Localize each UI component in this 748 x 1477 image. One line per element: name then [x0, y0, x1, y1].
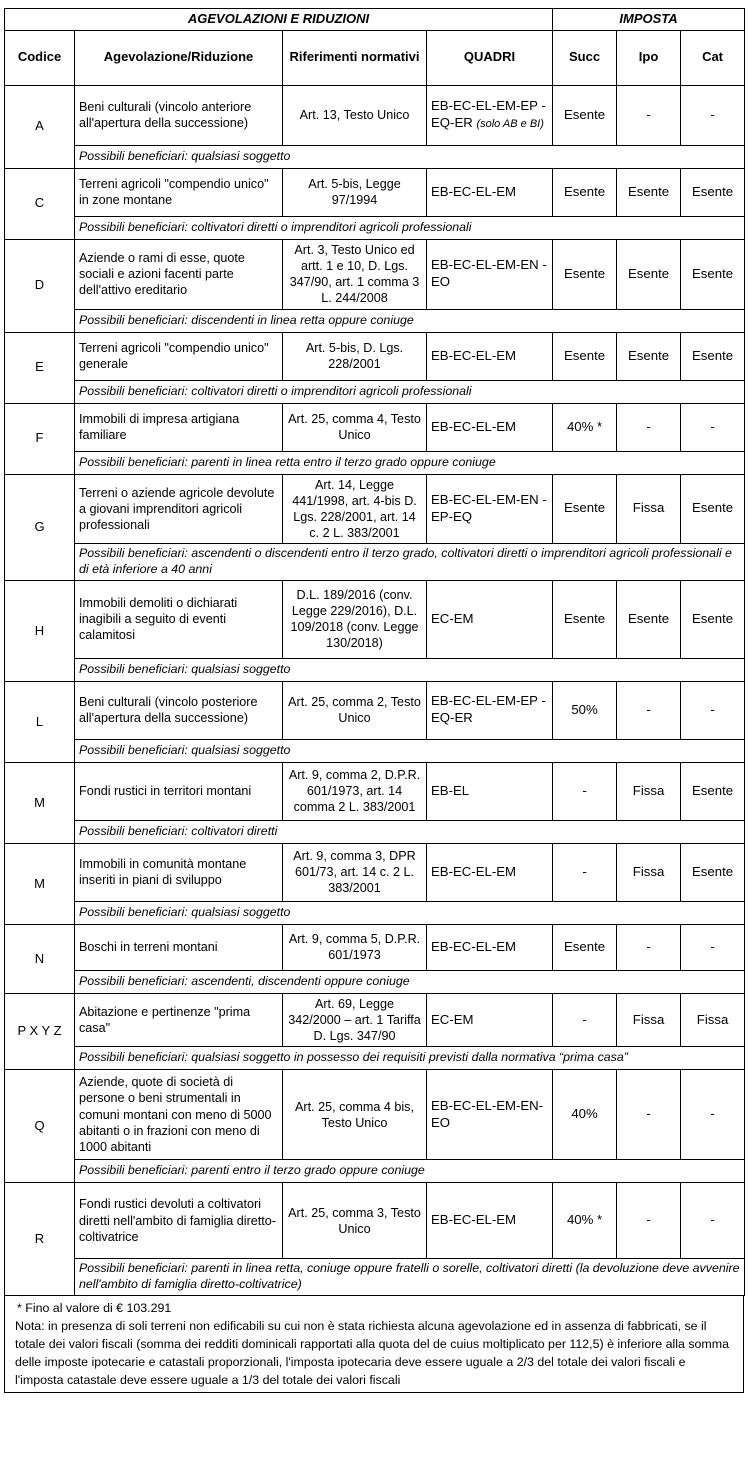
- agevolazione-cell: Aziende o rami di esse, quote sociali e azioni facenti parte dell'attivo ereditario: [75, 239, 283, 309]
- agevolazione-cell: Fondi rustici devoluti a coltivatori diretti nell'ambito di famiglia diretto-coltivatrice: [75, 1183, 283, 1259]
- succ-cell: -: [553, 843, 617, 901]
- beneficiari-cell: Possibili beneficiari: qualsiasi soggetto: [75, 901, 745, 924]
- codice-cell: P X Y Z: [5, 993, 75, 1069]
- cat-cell: Esente: [681, 762, 745, 820]
- beneficiari-row: [5, 901, 745, 924]
- table-row: [5, 332, 745, 380]
- col-header-agevolazione: Agevolazione/Riduzione: [75, 30, 283, 85]
- codice-cell: N: [5, 924, 75, 993]
- beneficiari-cell: Possibili beneficiari: coltivatori diretti o imprenditori agricoli professionali: [75, 380, 745, 403]
- agevolazione-cell: Fondi rustici in territori montani: [75, 762, 283, 820]
- beneficiari-cell: Possibili beneficiari: coltivatori diretti o imprenditori agricoli professionali: [75, 216, 745, 239]
- quadri-value: EB-EC-EL-EM-EN -EP-EQ: [431, 491, 547, 524]
- beneficiari-row: [5, 544, 745, 581]
- ipo-cell: Esente: [617, 332, 681, 380]
- ipo-cell: Esente: [617, 580, 681, 658]
- agevolazione-cell: Terreni o aziende agricole devolute a giovani imprenditori agricoli professionali: [75, 474, 283, 543]
- nota-text: Nota: in presenza di soli terreni non edificabili su cui non è stata richiesta alcuna agevolazione ed in assenza di fabbricati, se il totale dei valori fiscali (somma dei redditi dominicali rapportati alla quota del de cuius moltiplicato per 112,5) è inferiore alla somma delle imposte ipotecarie e catastali proporzionali, l'imposta ipotecaria deve essere uguale a 2/3 del totale dei valori fiscali e l'imposta catastale deve essere uguale a 1/3 del totale dei valori fiscali: [15, 1318, 729, 1387]
- agevolazione-cell: Immobili in comunità montane inseriti in piani di sviluppo: [75, 843, 283, 901]
- succ-cell: Esente: [553, 580, 617, 658]
- quadri-value: EB-EC-EL-EM: [431, 863, 516, 879]
- cat-cell: Esente: [681, 843, 745, 901]
- quadri-cell: [427, 85, 553, 145]
- agevolazioni-table: [4, 8, 745, 1296]
- riferimenti-cell: Art. 9, comma 5, D.P.R. 601/1973: [283, 924, 427, 970]
- succ-cell: Esente: [553, 168, 617, 216]
- quadri-value: EB-EC-EL-EM: [431, 418, 516, 434]
- beneficiari-cell: Possibili beneficiari: parenti in linea retta entro il terzo grado oppure coniuge: [75, 451, 745, 474]
- beneficiari-cell: Possibili beneficiari: qualsiasi soggetto: [75, 658, 745, 681]
- succ-cell: -: [553, 762, 617, 820]
- riferimenti-cell: Art. 25, comma 4, Testo Unico: [283, 403, 427, 451]
- table-row: [5, 924, 745, 970]
- codice-cell: F: [5, 403, 75, 474]
- quadri-cell: [427, 332, 553, 380]
- codice-cell: H: [5, 580, 75, 681]
- beneficiari-row: [5, 820, 745, 843]
- beneficiari-cell: Possibili beneficiari: parenti entro il terzo grado oppure coniuge: [75, 1160, 745, 1183]
- succ-cell: Esente: [553, 85, 617, 145]
- codice-cell: D: [5, 239, 75, 332]
- col-header-cat: Cat: [681, 30, 745, 85]
- beneficiari-cell: Possibili beneficiari: qualsiasi soggetto: [75, 145, 745, 168]
- ipo-cell: -: [617, 681, 681, 739]
- ipo-cell: Fissa: [617, 993, 681, 1046]
- cat-cell: Esente: [681, 474, 745, 543]
- quadri-cell: [427, 403, 553, 451]
- table-row: [5, 239, 745, 309]
- riferimenti-cell: Art. 5-bis, D. Lgs. 228/2001: [283, 332, 427, 380]
- riferimenti-cell: Art. 25, comma 4 bis, Testo Unico: [283, 1070, 427, 1160]
- ipo-cell: Esente: [617, 168, 681, 216]
- table-row: [5, 403, 745, 451]
- quadri-value: EB-EL: [431, 782, 470, 798]
- ipo-cell: -: [617, 403, 681, 451]
- beneficiari-row: [5, 970, 745, 993]
- column-header-row: [5, 30, 745, 85]
- table-row: [5, 1070, 745, 1160]
- quadri-cell: [427, 168, 553, 216]
- riferimenti-cell: Art. 14, Legge 441/1998, art. 4-bis D. Lgs. 228/2001, art. 14 c. 2 L. 383/2001: [283, 474, 427, 543]
- beneficiari-cell: Possibili beneficiari: ascendenti, discendenti oppure coniuge: [75, 970, 745, 993]
- succ-cell: 50%: [553, 681, 617, 739]
- quadri-cell: [427, 993, 553, 1046]
- agevolazione-cell: Immobili demoliti o dichiarati inagibili a seguito di eventi calamitosi: [75, 580, 283, 658]
- cat-cell: -: [681, 924, 745, 970]
- ipo-cell: -: [617, 924, 681, 970]
- succ-cell: 40% *: [553, 403, 617, 451]
- cat-cell: Esente: [681, 239, 745, 309]
- codice-cell: M: [5, 843, 75, 924]
- riferimenti-cell: Art. 69, Legge 342/2000 – art. 1 Tariffa D. Lgs. 347/90: [283, 993, 427, 1046]
- riferimenti-cell: D.L. 189/2016 (conv. Legge 229/2016), D.L. 109/2018 (conv. Legge 130/2018): [283, 580, 427, 658]
- quadri-cell: [427, 1183, 553, 1259]
- quadri-cell: [427, 924, 553, 970]
- quadri-cell: [427, 580, 553, 658]
- col-header-quadri: QUADRI: [427, 30, 553, 85]
- succ-cell: Esente: [553, 239, 617, 309]
- succ-cell: -: [553, 993, 617, 1046]
- table-row: [5, 681, 745, 739]
- ipo-cell: Fissa: [617, 762, 681, 820]
- table-row: [5, 474, 745, 543]
- cat-cell: Esente: [681, 168, 745, 216]
- riferimenti-cell: Art. 13, Testo Unico: [283, 85, 427, 145]
- col-header-ipo: Ipo: [617, 30, 681, 85]
- codice-cell: G: [5, 474, 75, 580]
- beneficiari-cell: Possibili beneficiari: discendenti in linea retta oppure coniuge: [75, 309, 745, 332]
- footnote: * Fino al valore di € 103.291: [17, 1300, 172, 1315]
- beneficiari-row: [5, 380, 745, 403]
- document: [4, 8, 744, 1393]
- beneficiari-row: [5, 658, 745, 681]
- riferimenti-cell: Art. 25, comma 2, Testo Unico: [283, 681, 427, 739]
- ipo-cell: Fissa: [617, 474, 681, 543]
- riferimenti-cell: Art. 9, comma 3, DPR 601/73, art. 14 c. 2 L. 383/2001: [283, 843, 427, 901]
- riferimenti-cell: Art. 25, comma 3, Testo Unico: [283, 1183, 427, 1259]
- beneficiari-row: [5, 1259, 745, 1296]
- succ-cell: Esente: [553, 332, 617, 380]
- beneficiari-cell: Possibili beneficiari: qualsiasi soggetto: [75, 739, 745, 762]
- codice-cell: Q: [5, 1070, 75, 1183]
- beneficiari-cell: Possibili beneficiari: coltivatori diretti: [75, 820, 745, 843]
- cat-cell: -: [681, 1183, 745, 1259]
- agevolazione-cell: Terreni agricoli "compendio unico" in zone montane: [75, 168, 283, 216]
- agevolazione-cell: Boschi in terreni montani: [75, 924, 283, 970]
- quadri-value: EB-EC-EL-EM: [431, 938, 516, 954]
- cat-cell: -: [681, 85, 745, 145]
- beneficiari-row: [5, 739, 745, 762]
- codice-cell: R: [5, 1183, 75, 1296]
- group-header-imposta: IMPOSTA: [553, 9, 745, 31]
- succ-cell: 40% *: [553, 1183, 617, 1259]
- quadri-cell: [427, 239, 553, 309]
- cat-cell: -: [681, 403, 745, 451]
- codice-cell: M: [5, 762, 75, 843]
- group-header-row: [5, 9, 745, 31]
- beneficiari-cell: Possibili beneficiari: parenti in linea retta, coniuge oppure fratelli o sorelle, coltivatori diretti (la devoluzione deve avvenire nell'ambito di famiglia diretto-coltivatrice): [75, 1259, 745, 1296]
- table-row: [5, 580, 745, 658]
- footer-notes: [4, 1296, 744, 1393]
- codice-cell: E: [5, 332, 75, 403]
- quadri-cell: [427, 1070, 553, 1160]
- agevolazione-cell: Beni culturali (vincolo posteriore all'apertura della successione): [75, 681, 283, 739]
- beneficiari-row: [5, 1047, 745, 1070]
- ipo-cell: Esente: [617, 239, 681, 309]
- quadri-cell: [427, 681, 553, 739]
- codice-cell: A: [5, 85, 75, 168]
- beneficiari-row: [5, 309, 745, 332]
- riferimenti-cell: Art. 9, comma 2, D.P.R. 601/1973, art. 14 comma 2 L. 383/2001: [283, 762, 427, 820]
- ipo-cell: -: [617, 1183, 681, 1259]
- table-body: [5, 85, 745, 1295]
- cat-cell: -: [681, 1070, 745, 1160]
- ipo-cell: Fissa: [617, 843, 681, 901]
- col-header-codice: Codice: [5, 30, 75, 85]
- cat-cell: Fissa: [681, 993, 745, 1046]
- table-row: [5, 85, 745, 145]
- table-row: [5, 993, 745, 1046]
- agevolazione-cell: Beni culturali (vincolo anteriore all'apertura della successione): [75, 85, 283, 145]
- cat-cell: Esente: [681, 580, 745, 658]
- agevolazione-cell: Immobili di impresa artigiana familiare: [75, 403, 283, 451]
- quadri-value: EB-EC-EL-EM-EN -EO: [431, 257, 547, 290]
- quadri-value: EC-EM: [431, 1011, 474, 1027]
- quadri-value: EB-EC-EL-EM: [431, 183, 516, 199]
- codice-cell: L: [5, 681, 75, 762]
- table-row: [5, 762, 745, 820]
- ipo-cell: -: [617, 85, 681, 145]
- col-header-riferimenti: Riferimenti normativi: [283, 30, 427, 85]
- quadri-cell: [427, 474, 553, 543]
- beneficiari-row: [5, 1160, 745, 1183]
- quadri-value: EB-EC-EL-EM: [431, 1212, 516, 1228]
- codice-cell: C: [5, 168, 75, 239]
- quadri-note: (solo AB e BI): [476, 118, 544, 131]
- succ-cell: 40%: [553, 1070, 617, 1160]
- quadri-cell: [427, 843, 553, 901]
- table-row: [5, 168, 745, 216]
- agevolazione-cell: Aziende, quote di società di persone o beni strumentali in comuni montani con meno di 5000 abitanti o in frazioni con meno di 1000 abitanti: [75, 1070, 283, 1160]
- succ-cell: Esente: [553, 474, 617, 543]
- quadri-cell: [427, 762, 553, 820]
- agevolazione-cell: Abitazione e pertinenze "prima casa": [75, 993, 283, 1046]
- col-header-succ: Succ: [553, 30, 617, 85]
- quadri-value: EB-EC-EL-EM-EP -EQ-ER: [431, 98, 546, 131]
- beneficiari-row: [5, 216, 745, 239]
- riferimenti-cell: Art. 5-bis, Legge 97/1994: [283, 168, 427, 216]
- quadri-value: EB-EC-EL-EM-EN- EO: [431, 1097, 544, 1130]
- cat-cell: -: [681, 681, 745, 739]
- agevolazione-cell: Terreni agricoli "compendio unico" generale: [75, 332, 283, 380]
- quadri-value: EC-EM: [431, 610, 474, 626]
- quadri-value: EB-EC-EL-EM: [431, 347, 516, 363]
- beneficiari-cell: Possibili beneficiari: ascendenti o discendenti entro il terzo grado, coltivatori diretti o imprenditori agricoli professionali e di età inferiore a 40 anni: [75, 544, 745, 581]
- beneficiari-row: [5, 451, 745, 474]
- beneficiari-row: [5, 145, 745, 168]
- ipo-cell: -: [617, 1070, 681, 1160]
- riferimenti-cell: Art. 3, Testo Unico ed artt. 1 e 10, D. Lgs. 347/90, art. 1 comma 3 L. 244/2008: [283, 239, 427, 309]
- group-header-agevolazioni: AGEVOLAZIONI E RIDUZIONI: [5, 9, 553, 31]
- table-row: [5, 1183, 745, 1259]
- quadri-value: EB-EC-EL-EM-EP -EQ-ER: [431, 693, 546, 726]
- cat-cell: Esente: [681, 332, 745, 380]
- table-row: [5, 843, 745, 901]
- beneficiari-cell: Possibili beneficiari: qualsiasi soggetto in possesso dei requisiti previsti dalla normativa “prima casa”: [75, 1047, 745, 1070]
- succ-cell: Esente: [553, 924, 617, 970]
